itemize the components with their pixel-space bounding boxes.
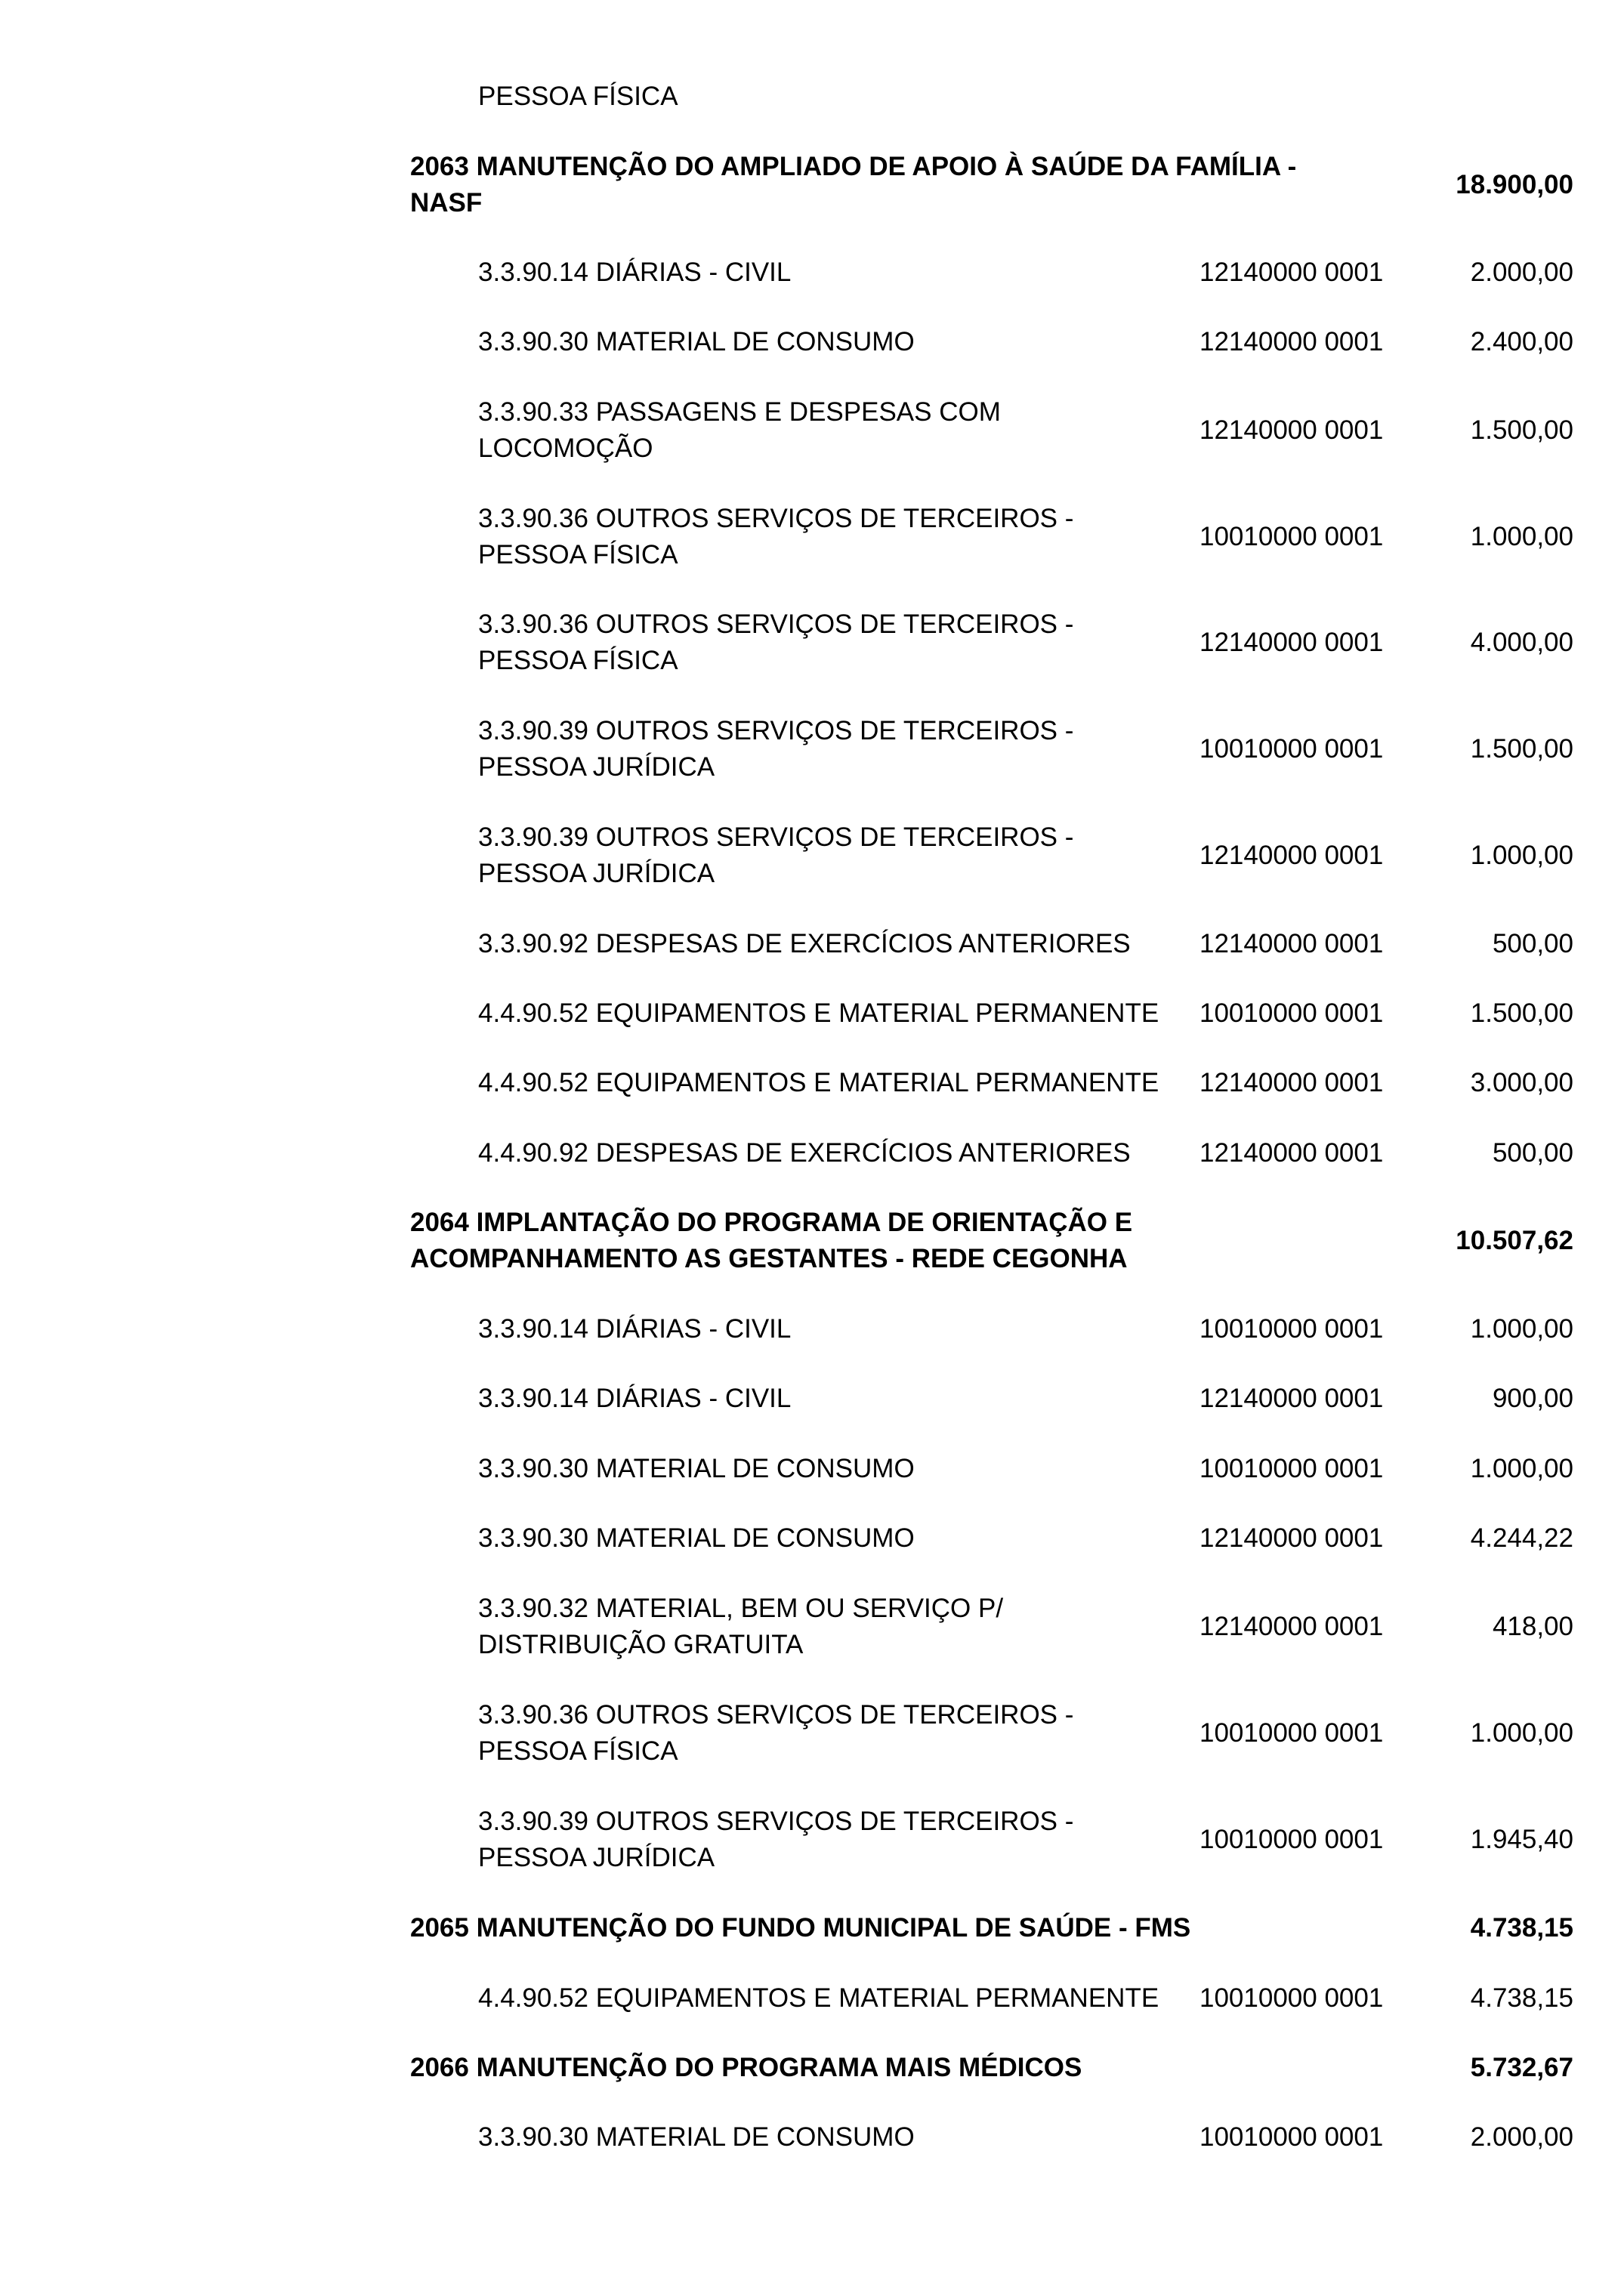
group-total: 5.732,67 — [1470, 2053, 1573, 2082]
line-item-value: 4.244,22 — [1470, 1523, 1573, 1553]
line-item-source: 12140000 0001 — [1199, 1068, 1384, 1097]
line-item-value: 500,00 — [1492, 929, 1573, 958]
line-item-source: 12140000 0001 — [1199, 1384, 1384, 1413]
line-item-value: 1.500,00 — [1470, 998, 1573, 1028]
line-item-source: 12140000 0001 — [1199, 415, 1384, 445]
line-item-source: 12140000 0001 — [1199, 841, 1384, 870]
line-item-value: 900,00 — [1492, 1384, 1573, 1413]
line-item-source: 10010000 0001 — [1199, 1718, 1384, 1748]
line-item-source: 12140000 0001 — [1199, 1612, 1384, 1641]
line-item-value: 2.000,00 — [1470, 258, 1573, 287]
line-item-description: 3.3.90.39 OUTROS SERVIÇOS DE TERCEIROS - PESSOA JURÍDICA — [478, 822, 1074, 888]
line-item-description: 3.3.90.30 MATERIAL DE CONSUMO — [478, 1454, 915, 1483]
line-item-value: 418,00 — [1492, 1612, 1573, 1641]
line-item-source: 10010000 0001 — [1199, 2122, 1384, 2152]
line-item-value: 1.000,00 — [1470, 1314, 1573, 1344]
line-item-source: 10010000 0001 — [1199, 734, 1384, 764]
group-title: 2063 MANUTENÇÃO DO AMPLIADO DE APOIO À SAÚDE DA FAMÍLIA - NASF — [410, 152, 1297, 218]
line-item-value: 1.000,00 — [1470, 841, 1573, 870]
line-item-description: 3.3.90.92 DESPESAS DE EXERCÍCIOS ANTERIORES — [478, 929, 1131, 958]
line-item-description: 3.3.90.32 MATERIAL, BEM OU SERVIÇO P/ DISTRIBUIÇÃO GRATUITA — [478, 1594, 1004, 1659]
group-title: 2065 MANUTENÇÃO DO FUNDO MUNICIPAL DE SAÚDE - FMS — [410, 1913, 1191, 1943]
line-item-description: 3.3.90.36 OUTROS SERVIÇOS DE TERCEIROS - PESSOA FÍSICA — [478, 609, 1074, 675]
line-item-value: 4.000,00 — [1470, 628, 1573, 657]
line-item-source: 12140000 0001 — [1199, 628, 1384, 657]
line-item-source: 10010000 0001 — [1199, 1454, 1384, 1483]
line-item-source: 12140000 0001 — [1199, 929, 1384, 958]
line-item-source: 12140000 0001 — [1199, 1523, 1384, 1553]
line-item-value: 1.000,00 — [1470, 1454, 1573, 1483]
group-total: 10.507,62 — [1456, 1226, 1573, 1255]
line-item-value: 1.500,00 — [1470, 415, 1573, 445]
line-item-value: 3.000,00 — [1470, 1068, 1573, 1097]
line-item-description: 3.3.90.39 OUTROS SERVIÇOS DE TERCEIROS - PESSOA JURÍDICA — [478, 1807, 1074, 1872]
line-item-value: 2.400,00 — [1470, 327, 1573, 356]
continuation-text: PESSOA FÍSICA — [478, 82, 678, 111]
line-item-value: 1.945,40 — [1470, 1825, 1573, 1854]
line-item-source: 10010000 0001 — [1199, 1983, 1384, 2013]
group-title: 2066 MANUTENÇÃO DO PROGRAMA MAIS MÉDICOS — [410, 2053, 1082, 2082]
line-item-value: 1.500,00 — [1470, 734, 1573, 764]
line-item-value: 1.000,00 — [1470, 522, 1573, 551]
line-item-description: 3.3.90.14 DIÁRIAS - CIVIL — [478, 1314, 792, 1344]
line-item-description: 3.3.90.33 PASSAGENS E DESPESAS COM LOCOMOÇÃO — [478, 397, 1001, 463]
line-item-source: 12140000 0001 — [1199, 327, 1384, 356]
line-item-description: 3.3.90.36 OUTROS SERVIÇOS DE TERCEIROS - PESSOA FÍSICA — [478, 504, 1074, 569]
line-item-description: 4.4.90.92 DESPESAS DE EXERCÍCIOS ANTERIORES — [478, 1138, 1131, 1168]
line-item-description: 4.4.90.52 EQUIPAMENTOS E MATERIAL PERMANENTE — [478, 998, 1159, 1028]
line-item-value: 2.000,00 — [1470, 2122, 1573, 2152]
line-item-source: 12140000 0001 — [1199, 1138, 1384, 1168]
line-item-source: 10010000 0001 — [1199, 522, 1384, 551]
line-item-description: 4.4.90.52 EQUIPAMENTOS E MATERIAL PERMANENTE — [478, 1068, 1159, 1097]
line-item-description: 3.3.90.14 DIÁRIAS - CIVIL — [478, 1384, 792, 1413]
line-item-description: 3.3.90.36 OUTROS SERVIÇOS DE TERCEIROS - PESSOA FÍSICA — [478, 1700, 1074, 1766]
line-item-value: 4.738,15 — [1470, 1983, 1573, 2013]
line-item-description: 3.3.90.30 MATERIAL DE CONSUMO — [478, 1523, 915, 1553]
line-item-description: 4.4.90.52 EQUIPAMENTOS E MATERIAL PERMANENTE — [478, 1983, 1159, 2013]
line-item-source: 12140000 0001 — [1199, 258, 1384, 287]
line-item-description: 3.3.90.30 MATERIAL DE CONSUMO — [478, 327, 915, 356]
line-item-description: 3.3.90.30 MATERIAL DE CONSUMO — [478, 2122, 915, 2152]
group-title: 2064 IMPLANTAÇÃO DO PROGRAMA DE ORIENTAÇÃO E ACOMPANHAMENTO AS GESTANTES - REDE CEGONHA — [410, 1208, 1133, 1273]
line-item-description: 3.3.90.14 DIÁRIAS - CIVIL — [478, 258, 792, 287]
line-item-value: 500,00 — [1492, 1138, 1573, 1168]
line-item-description: 3.3.90.39 OUTROS SERVIÇOS DE TERCEIROS - PESSOA JURÍDICA — [478, 716, 1074, 782]
group-total: 4.738,15 — [1470, 1913, 1573, 1943]
line-item-source: 10010000 0001 — [1199, 1825, 1384, 1854]
line-item-source: 10010000 0001 — [1199, 1314, 1384, 1344]
line-item-source: 10010000 0001 — [1199, 998, 1384, 1028]
group-total: 18.900,00 — [1456, 170, 1573, 199]
line-item-value: 1.000,00 — [1470, 1718, 1573, 1748]
